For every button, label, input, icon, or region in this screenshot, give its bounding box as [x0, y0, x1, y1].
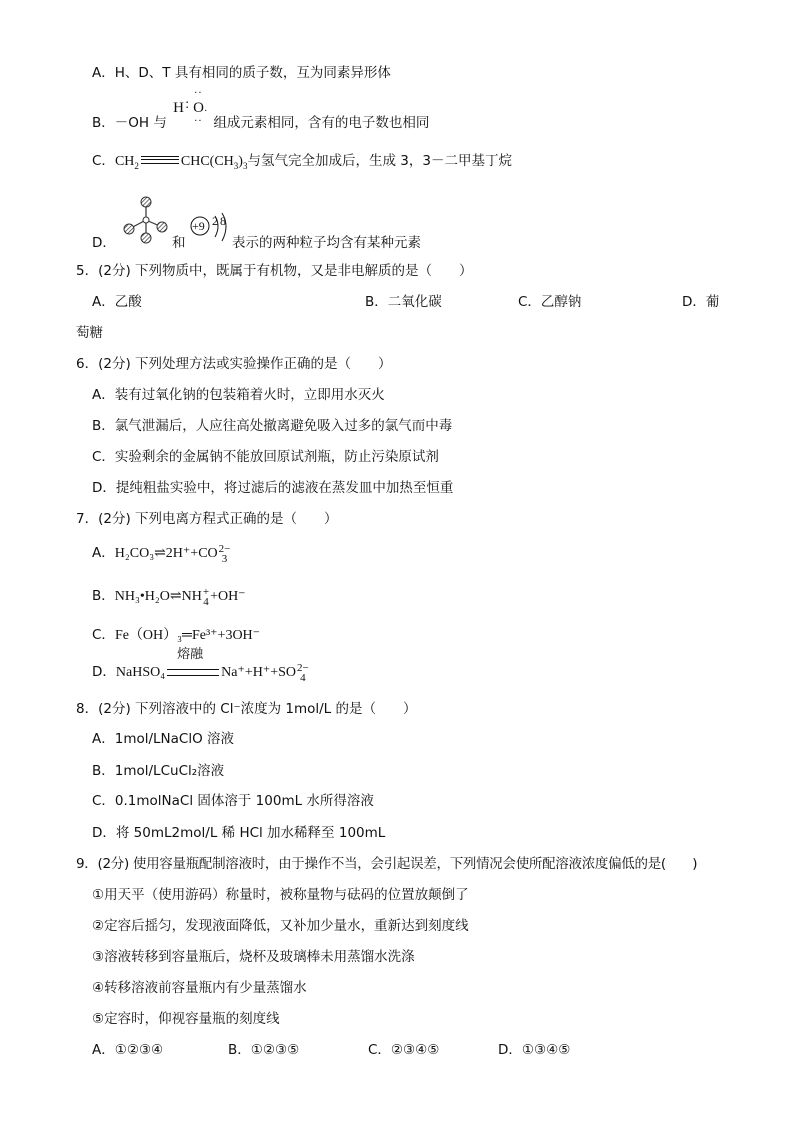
formula-oxygen: O [193, 100, 204, 116]
q6-option-b: B．氯气泄漏后，人应往高处撤离避免吸入过多的氯气而中毒 [92, 418, 453, 434]
q9-item-3: ③溶液转移到容量瓶后，烧杯及玻璃棒未用蒸馏水洗涤 [92, 949, 415, 965]
q4-option-c-suffix: 与氢气完全加成后，生成 3，3－二甲基丁烷 [247, 153, 512, 169]
q8-option-a: A．1mol/LNaClO 溶液 [92, 731, 235, 747]
q8-option-d: D．将 50mL2mol/L 稀 HCl 加水稀释至 100mL [92, 825, 386, 841]
q5-option-d-wrap: 萄糖 [76, 325, 103, 341]
carbonate-charge: 2− [218, 543, 231, 555]
q4-option-b [92, 88, 430, 132]
q7-option-d-mid: Na⁺+H⁺+ [221, 665, 279, 681]
triple-bond-icon [141, 159, 179, 164]
formula-sub-2: 2 [134, 160, 139, 171]
q7-option-a [92, 544, 231, 564]
formula-ch-part: CH [114, 154, 135, 169]
q8-option-b: B．1mol/LCuCl₂溶液 [92, 763, 225, 779]
q7-option-b-left: NH₃•H₂O⇌ [114, 589, 182, 605]
q6-stem: 6．(2分) 下列处理方法或实验操作正确的是（ ） [76, 356, 392, 372]
q9-option-d: D．①③④⑤ [498, 1042, 571, 1058]
alkyne-formula: $CH_2$ $CHC(CH_3)_3$ [114, 154, 248, 171]
q4-option-c [92, 152, 512, 171]
double-line-equals-icon [167, 669, 219, 676]
sulfate-ion [278, 662, 310, 684]
ion-structure-diagram [188, 210, 234, 246]
q7-option-b-label: B． [92, 588, 115, 605]
q4-option-d-prefix: D． [92, 235, 116, 251]
ammonium-charge-stack [203, 587, 209, 607]
q7-option-c-label: C． [92, 627, 115, 643]
q9-item-1: ①用天平（使用游码）称量时，被称量物与砝码的位置放颠倒了 [92, 887, 469, 903]
formula-sub-3a: 3 [233, 160, 239, 171]
ammonium-ion [181, 586, 210, 608]
q7-option-d [92, 647, 310, 684]
q8-stem: 8．(2分) 下列溶液中的 Cl⁻浓度为 1mol/L 的是（ ） [76, 701, 417, 717]
nucleus-charge: +9 [192, 219, 205, 233]
q7-option-d-label: D． [92, 664, 116, 681]
q5-option-a: A．乙酸 [92, 294, 142, 310]
carbonate-charge-stack [219, 544, 231, 564]
electron-dot-right: · [204, 106, 208, 117]
q9-item-5: ⑤定容时，仰视容量瓶的刻度线 [92, 1011, 280, 1027]
q5-stem: 5．(2分) 下列物质中，既属于有机物，又是非电解质的是（ ） [76, 263, 473, 279]
sulfate-symbol: SO [278, 665, 297, 681]
q8-option-c: C．0.1molNaCl 固体溶于 100mL 水所得溶液 [92, 793, 374, 809]
q9-option-c: C．②③④⑤ [368, 1042, 440, 1058]
q4-option-d-suffix: 表示的两种粒子均含有某种元素 [232, 235, 421, 251]
q7-option-c-equation: Fe（OH）₃═Fe³⁺+3OH⁻ [114, 628, 261, 643]
q5-option-b: B．二氧化碳 [365, 294, 442, 310]
electron-dots-top: ·· [194, 88, 203, 99]
melting-condition-arrow [165, 647, 221, 681]
sulfate-charge-stack [297, 663, 309, 683]
q9-stem: 9．(2分) 使用容量瓶配制溶液时，由于操作不当，会引起误差，下列情况会使所配溶液浓度偏低的是( ) [76, 856, 698, 872]
q4-option-d-and: 和 [172, 235, 186, 251]
hydroxide-electron-formula [171, 88, 209, 127]
shell-2-electrons: 8 [220, 214, 226, 228]
electron-dots-bottom: ·· [194, 116, 203, 127]
q6-option-c: C．实验剩余的金属钠不能放回原试剂瓶，防止污染原试剂 [92, 449, 439, 465]
q6-option-a: A．装有过氧化钠的包装箱着火时，立即用水灭火 [92, 387, 385, 403]
carbonate-ion [198, 543, 231, 565]
q5-option-d: D．葡 [682, 294, 720, 310]
formula-hydrogen: H [173, 100, 184, 116]
carbonate-symbol: CO [198, 546, 218, 562]
ammonium-symbol: NH [181, 589, 202, 605]
ammonium-charge: + [202, 586, 210, 598]
q7-option-a-label: A． [92, 545, 115, 562]
q4-option-b-suffix: 组成元素相同，含有的电子数也相同 [213, 115, 430, 131]
methane-ball-stick-model-icon [118, 196, 174, 246]
q5-option-c: C．乙醇钠 [518, 294, 582, 310]
q6-option-d: D．提纯粗盐实验中，将过滤后的滤液在蒸发皿中加热至恒重 [92, 480, 454, 496]
sulfate-subscript: 4 [300, 672, 306, 684]
q7-option-a-equation: H₂CO₃⇌2H⁺+ [114, 546, 199, 562]
q9-item-2: ②定容后摇匀，发现液面降低，又补加少量水，重新达到刻度线 [92, 918, 469, 934]
carbonate-subscript: 3 [221, 553, 228, 565]
sulfate-charge: 2− [297, 662, 309, 674]
q7-stem: 7．(2分) 下列电离方程式正确的是（ ） [76, 511, 338, 527]
ammonium-subscript: 4 [203, 596, 209, 608]
shell-1-electrons: 2 [212, 214, 218, 228]
q7-option-b [92, 587, 246, 607]
q4-option-c-prefix: C． [92, 153, 115, 169]
formula-sub-3b: 3 [242, 160, 248, 171]
electron-dots-shared: : [185, 97, 190, 111]
melting-condition-label: 熔融 [177, 647, 204, 663]
q7-option-c [92, 626, 260, 645]
q9-option-b: B．①②③⑤ [228, 1042, 300, 1058]
q9-item-4: ④转移溶液前容量瓶内有少量蒸馏水 [92, 980, 307, 996]
q4-option-d [92, 234, 116, 252]
q9-option-a: A．①②③④ [92, 1042, 164, 1058]
q4-option-a: A．H、D、T 具有相同的质子数，互为同素异形体 [92, 65, 391, 81]
q4-option-b-prefix: B．－OH 与 [92, 115, 167, 131]
formula-chc-part: CHC(CH [180, 154, 234, 169]
q7-option-b-right: +OH⁻ [210, 589, 246, 605]
q7-option-d-left: NaHSO₄ [115, 665, 166, 681]
